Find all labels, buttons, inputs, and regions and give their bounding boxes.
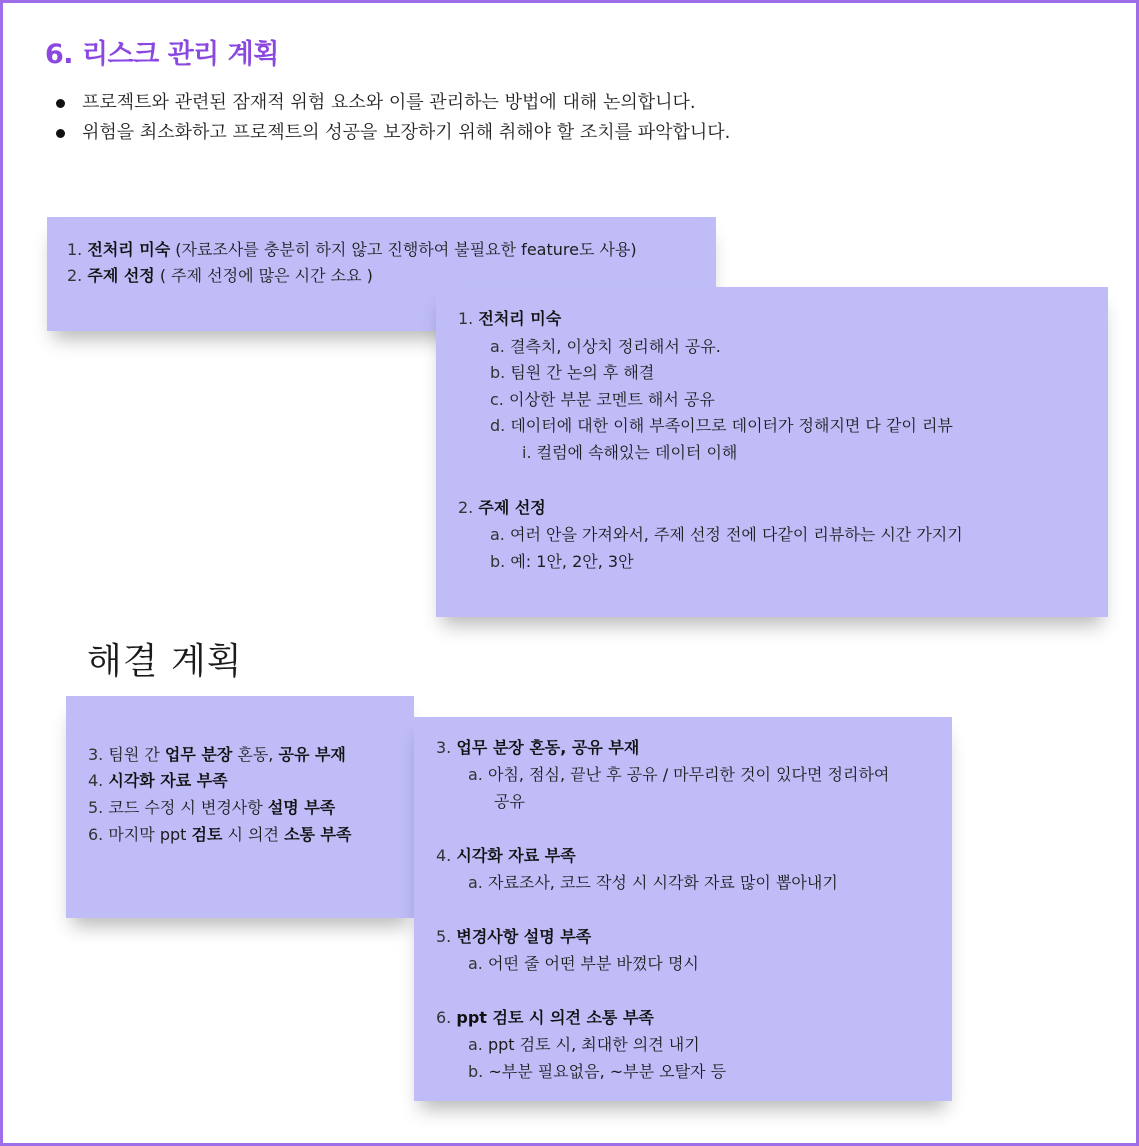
list-item (50, 118, 730, 148)
list-item: 3. 팀원 간 업무 분장 혼동, 공유 부재 (88, 745, 346, 764)
list-item: a. 여러 안을 가져와서, 주제 선정 전에 다같이 리뷰하는 시간 가지기 (490, 525, 963, 544)
list-item: 6. ppt 검토 시 의견 소통 부족 (436, 1008, 654, 1027)
list-item: 4. 시각화 자료 부족 (436, 846, 576, 865)
solution-detail-note (414, 717, 952, 1101)
list-item: a. 어떤 줄 어떤 부분 바꼈다 명시 (468, 954, 699, 973)
list-item: 6. 마지막 ppt 검토 시 의견 소통 부족 (88, 825, 352, 844)
list-item: b. 예: 1안, 2안, 3안 (490, 552, 634, 571)
bullet-dot-icon (56, 99, 65, 108)
list-item: c. 이상한 부분 코멘트 해서 공유 (490, 390, 715, 409)
solution-plan-heading: 해결 계획 (87, 641, 243, 682)
list-item: 4. 시각화 자료 부족 (88, 771, 228, 790)
list-item: a. 결측치, 이상치 정리해서 공유. (490, 337, 721, 356)
item-title: ppt 검토 시 의견 소통 부족 (456, 1008, 654, 1027)
list-item: 5. 변경사항 설명 부족 (436, 927, 592, 946)
item-title: 전처리 미숙 (478, 309, 562, 328)
bullet-text: 프로젝트와 관련된 잠재적 위험 요소와 이를 관리하는 방법에 대해 논의합니다. (82, 92, 696, 113)
section-title: 6. 리스크 관리 계획 (45, 39, 279, 70)
list-item: a. 아침, 점심, 끝난 후 공유 / 마무리한 것이 있다면 정리하여 (468, 765, 890, 784)
item-title: 주제 선정 (87, 266, 155, 285)
bullet-dot-icon (56, 129, 65, 138)
item-title: 변경사항 설명 부족 (456, 927, 592, 946)
list-item: 1. 전처리 미숙 (458, 309, 562, 328)
list-item: a. 자료조사, 코드 작성 시 시각화 자료 많이 뽑아내기 (468, 873, 838, 892)
list-item: 1. 전처리 미숙 (자료조사를 충분히 하지 않고 진행하여 불필요한 feature도 사용) (67, 240, 637, 259)
item-title: 주제 선정 (478, 498, 546, 517)
item-title: 전처리 미숙 (87, 240, 171, 259)
list-item: a. ppt 검토 시, 최대한 의견 내기 (468, 1035, 700, 1054)
additional-risk-note (66, 696, 414, 918)
list-item-continuation: 공유 (494, 792, 525, 811)
list-item: 2. 주제 선정 ( 주제 선정에 많은 시간 소요 ) (67, 266, 373, 285)
intro-bullet-list (50, 88, 730, 148)
list-item (50, 88, 730, 118)
list-item: i. 컬럼에 속해있는 데이터 이해 (522, 443, 738, 462)
risk-detail-note (436, 287, 1108, 617)
bullet-text: 위험을 최소화하고 프로젝트의 성공을 보장하기 위해 취해야 할 조치를 파악합니다. (82, 122, 731, 143)
list-item: b. ~부분 필요없음, ~부분 오탈자 등 (468, 1062, 727, 1081)
list-item: b. 팀원 간 논의 후 해결 (490, 363, 655, 382)
list-item: 2. 주제 선정 (458, 498, 546, 517)
item-title: 시각화 자료 부족 (456, 846, 576, 865)
list-item: d. 데이터에 대한 이해 부족이므로 데이터가 정해지면 다 같이 리뷰 (490, 416, 953, 435)
list-item: 3. 업무 분장 혼동, 공유 부재 (436, 738, 640, 757)
item-title: 업무 분장 혼동, 공유 부재 (456, 738, 640, 757)
list-item: 5. 코드 수정 시 변경사항 설명 부족 (88, 798, 336, 817)
